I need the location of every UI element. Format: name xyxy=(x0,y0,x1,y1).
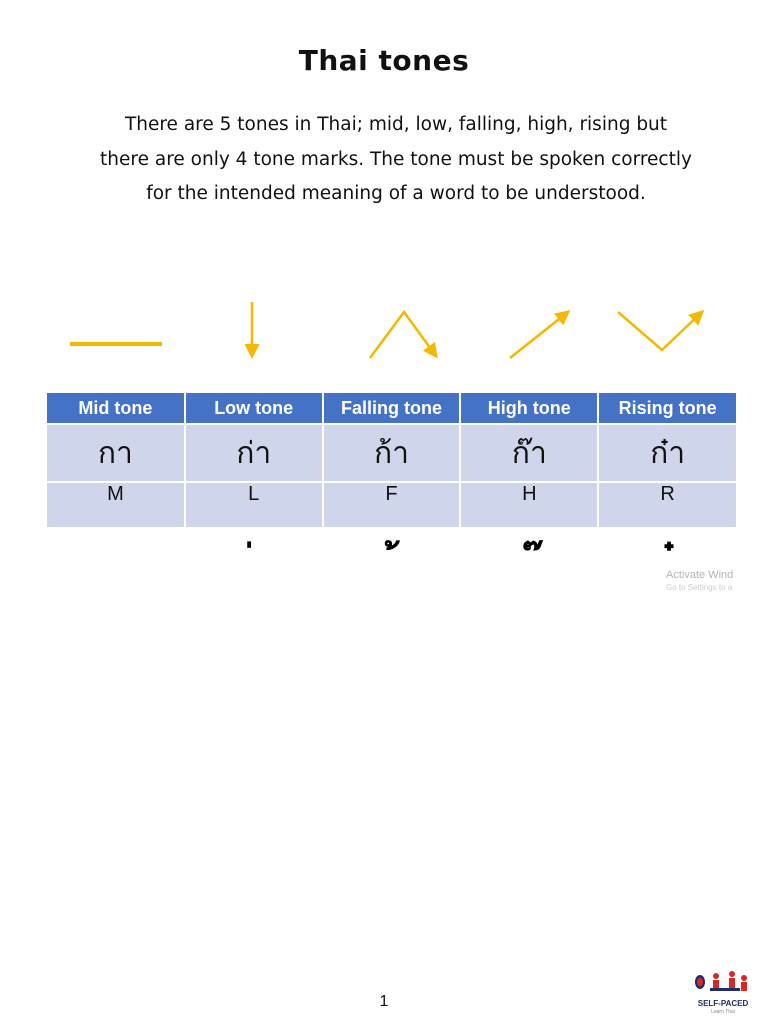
page-number: 1 xyxy=(379,993,389,1010)
intro-line: there are only 4 tone marks. The tone must be spoken correctly xyxy=(100,148,692,170)
header-low-tone: Low tone xyxy=(185,393,323,424)
thai-word-rising: ก๋า xyxy=(598,424,736,482)
watermark-subtext: Go to Settings to a xyxy=(666,583,733,592)
mai-ek-mark xyxy=(214,543,294,593)
tone-letter-high: H xyxy=(460,482,598,527)
tone-marks-row xyxy=(0,543,768,593)
header-falling-tone: Falling tone xyxy=(323,393,461,424)
tone-table xyxy=(47,393,736,527)
intro-paragraph xyxy=(60,108,732,212)
intro-line: for the intended meaning of a word to be understood. xyxy=(146,183,646,204)
tone-letter-falling: F xyxy=(323,482,461,527)
logo-icon xyxy=(688,968,758,1000)
rise-fall-arrow-icon xyxy=(370,312,436,358)
thai-word-low: ก่า xyxy=(185,424,323,482)
tone-letter-mid: M xyxy=(47,482,185,527)
logo-text: SELF-PACED xyxy=(697,999,749,1008)
thai-word-high: ก๊า xyxy=(460,424,598,482)
activate-windows-watermark: Activate Wind xyxy=(666,569,734,581)
thai-word-mid: กา xyxy=(47,424,185,482)
thai-word-falling: ก้า xyxy=(323,424,461,482)
header-rising-tone: Rising tone xyxy=(598,393,736,424)
tone-letter-rising: R xyxy=(598,482,736,527)
tone-contour-symbols xyxy=(0,296,768,366)
header-high-tone: High tone xyxy=(460,393,598,424)
mai-tri-mark xyxy=(500,543,580,593)
intro-line: There are 5 tones in Thai; mid, low, falling, high, rising but xyxy=(124,114,668,135)
logo-subtext: Learn Thai xyxy=(711,1009,735,1015)
table-header-row xyxy=(47,393,736,424)
header-mid-tone: Mid tone xyxy=(47,393,185,424)
table-row-thai xyxy=(47,424,736,482)
mai-tho-mark xyxy=(358,543,438,593)
page-title: Thai tones xyxy=(298,44,470,77)
table-row-letters xyxy=(47,482,736,527)
self-paced-logo xyxy=(688,968,758,1018)
tone-letter-low: L xyxy=(185,482,323,527)
fall-rise-arrow-icon xyxy=(618,312,702,350)
rising-arrow-icon xyxy=(510,312,568,358)
